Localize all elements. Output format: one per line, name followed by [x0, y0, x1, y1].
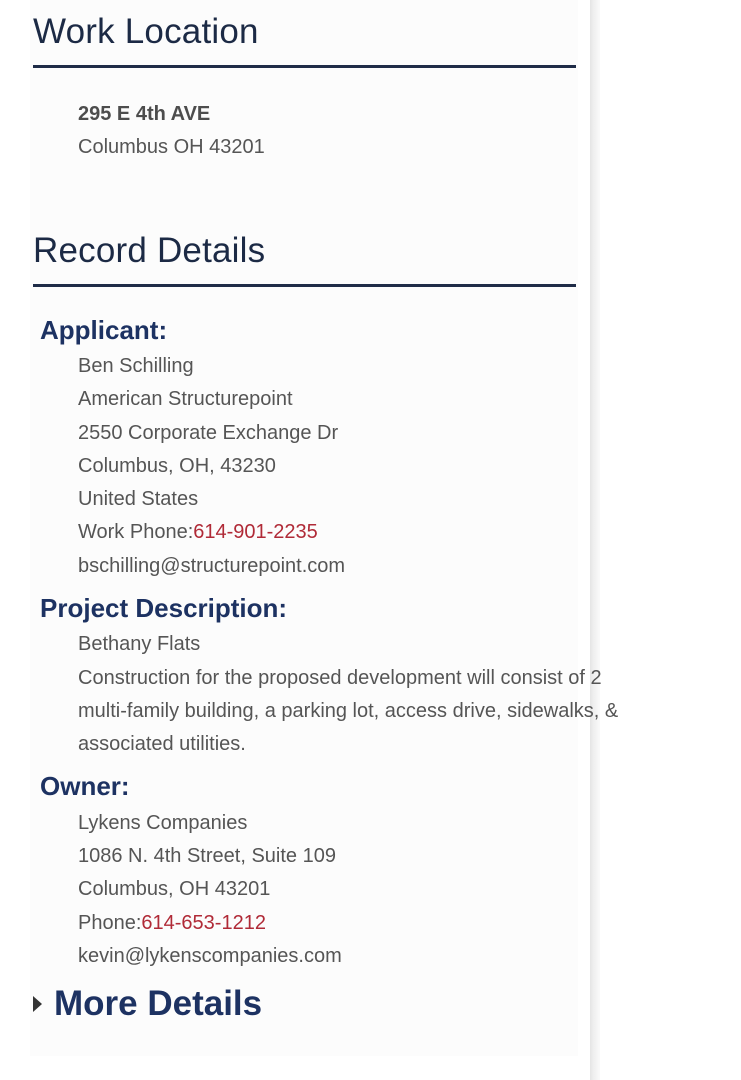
owner-phone-label: Phone: — [78, 912, 142, 934]
project-description-line: associated utilities. — [78, 733, 246, 755]
work-location-address-line2: Columbus OH 43201 — [78, 136, 265, 158]
owner-email: kevin@lykenscompanies.com — [78, 945, 342, 967]
applicant-phone-row — [78, 520, 318, 544]
project-description-label: Project Description: — [40, 593, 288, 623]
project-description-line: Construction for the proposed development will consist of 2 — [78, 667, 602, 689]
owner-phone-link[interactable]: 614-653-1212 — [141, 912, 266, 934]
applicant-company: American Structurepoint — [78, 388, 293, 410]
panel-divider — [590, 0, 600, 1080]
work-location-rule — [33, 65, 576, 68]
owner-company: Lykens Companies — [78, 812, 248, 834]
project-name: Bethany Flats — [78, 633, 201, 655]
applicant-phone-label: Work Phone: — [78, 521, 194, 543]
record-details-rule — [33, 284, 576, 287]
applicant-city-state-zip: Columbus, OH, 43230 — [78, 455, 276, 477]
owner-label: Owner: — [40, 771, 130, 801]
record-details-title: Record Details — [33, 231, 266, 270]
more-details-label: More Details — [54, 984, 263, 1023]
applicant-phone-link[interactable]: 614-901-2235 — [193, 521, 318, 543]
more-details-toggle[interactable] — [33, 984, 262, 1024]
owner-city-state-zip: Columbus, OH 43201 — [78, 878, 271, 900]
applicant-country: United States — [78, 488, 199, 510]
owner-phone-row — [78, 911, 266, 935]
applicant-name: Ben Schilling — [78, 355, 194, 377]
caret-right-icon — [33, 996, 42, 1012]
applicant-street: 2550 Corporate Exchange Dr — [78, 422, 339, 444]
work-location-title: Work Location — [33, 12, 259, 51]
applicant-label: Applicant: — [40, 315, 168, 345]
applicant-email: bschilling@structurepoint.com — [78, 555, 346, 577]
project-description-line: multi-family building, a parking lot, access drive, sidewalks, & — [78, 700, 619, 722]
owner-street: 1086 N. 4th Street, Suite 109 — [78, 845, 336, 867]
work-location-address-line1: 295 E 4th AVE — [78, 103, 211, 125]
